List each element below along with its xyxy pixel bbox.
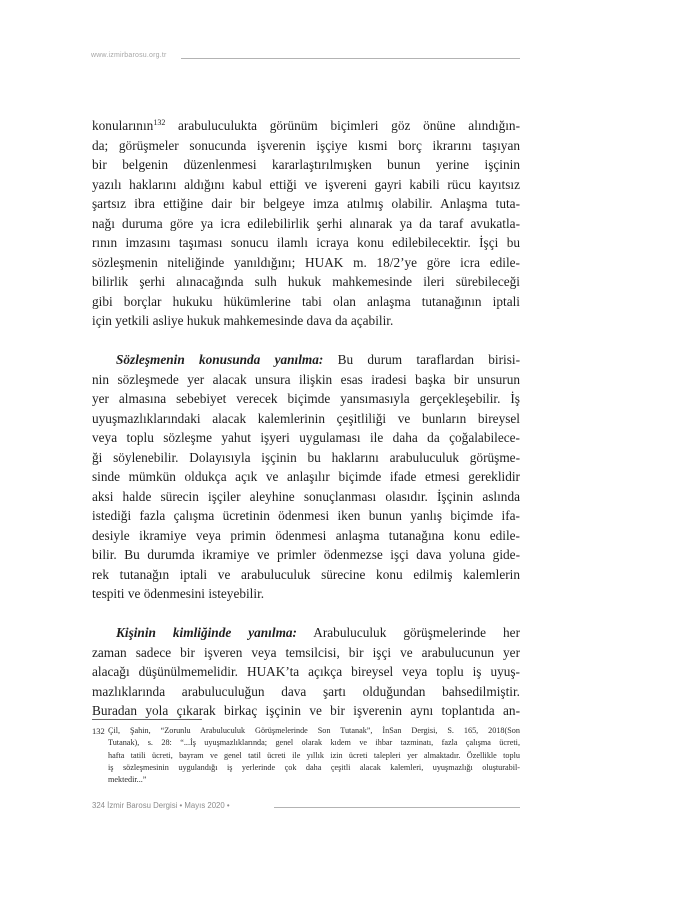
text-line: rek tutanağın iptali ve arabuluculuk sürecine konu edilmiş kalemlerin bbox=[92, 566, 520, 582]
paragraph-spacer bbox=[92, 331, 520, 351]
paragraph-1 bbox=[92, 116, 520, 331]
page-header bbox=[91, 52, 520, 66]
footnote-line: hafta tatili ücreti, bayram ve genel tatil ücreti ile yıllık izin ücreti talepleri yer almaktadır. Özellikle toplu bbox=[108, 750, 520, 760]
text-line: aksi halde sürecin işçiler aleyhine sonuçlanması olasıdır. İşçinin aslında bbox=[92, 488, 520, 504]
text-line: nin sözleşmede yer alacak unsura ilişkin esas iradesi başka bir unsurun bbox=[92, 371, 520, 387]
text-line: sözleşmenin niteliğinde yanıldığını; HUAK m. 18/2’ye göre icra edile- bbox=[92, 254, 520, 270]
line-text: arabuluculukta görünüm biçimleri göz önüne alındığın- bbox=[178, 118, 520, 133]
text-line bbox=[92, 350, 520, 370]
text-line: istediği fazla çalışma ücretinin ödenmesi iken bunun yanlış biçimde ifa- bbox=[92, 508, 520, 523]
text-line: bilir. Bu durumda ikramiye ve primler ödenmezse işçi dava yoluna gide- bbox=[92, 547, 520, 562]
footnote-number: 132 bbox=[92, 726, 105, 736]
line-text: Arabuluculuk görüşmelerinde her bbox=[297, 625, 520, 640]
footnote-ref[interactable]: 132 bbox=[153, 118, 166, 127]
text-line: yer almasına sebebiyet verecek biçimde yansımasıyla gerçekleşebilir. İş bbox=[92, 391, 520, 406]
text-line: Buradan yola çıkarak birkaç işçinin ve bir işverenin aynı toplantıda an- bbox=[92, 703, 520, 718]
header-divider bbox=[181, 58, 520, 59]
text-line: şartsız ibra ettiğine dair bir belgeye imza atılmış olabilir. Anlaşma tuta- bbox=[92, 196, 520, 211]
text-line: ği söylenebilir. Dolayısıyla işçinin bu haklarını arabuluculuk görüşme- bbox=[92, 449, 520, 465]
paragraph-2 bbox=[92, 350, 520, 604]
text-line: sinde mümkün oldukça açık ve anlaşılır biçimde ifade etmesi gereklidir bbox=[92, 469, 520, 484]
text-line: tespiti ve ödenmesini isteyebilir. bbox=[92, 586, 265, 601]
text-line: uyuşmazlıklarındaki alacak kalemlerinin çeşitliliği ve bunların bireysel bbox=[92, 410, 520, 426]
line-text: Bu durum taraflardan birisi- bbox=[323, 352, 520, 367]
text-line: veya toplu sözleşme yahut işyeri uygulaması ile daha da çoğalabilece- bbox=[92, 430, 520, 445]
text-line: alacağı düşünülmemelidir. HUAK’ta açıkça bireysel veya toplu iş uyuş- bbox=[92, 664, 520, 679]
text-line bbox=[92, 623, 520, 643]
footnote-line: mektedir...” bbox=[108, 775, 147, 785]
footnote-line: Çil, Şahin, “Zorunlu Arabuluculuk Görüşmelerinde Son Tutanak”, İnSan Dergisi, S. 165, 2018(Son bbox=[108, 726, 520, 735]
section-heading: Kişinin kimliğinde yanılma: bbox=[116, 625, 297, 640]
text-line: zaman sadece bir işveren veya temsilcisi, bir işçi ve arabulucunun yer bbox=[92, 644, 520, 660]
paragraph-spacer bbox=[92, 604, 520, 624]
text-line: bilirlik şerhi alınacağında sulh hukuk mahkemesinde ileri sürebileceği bbox=[92, 274, 520, 289]
footnote-line: Tutanak), s. 28: “...İş uyuşmazlıklarında; genel olarak kıdem ve ihbar tazminatı, fazla çalışma ücreti, bbox=[108, 738, 520, 748]
footnote-divider bbox=[92, 719, 202, 720]
section-heading: Sözleşmenin konusunda yanılma: bbox=[116, 352, 324, 367]
footnote bbox=[92, 725, 520, 786]
header-url[interactable]: www.izmirbarosu.org.tr bbox=[91, 52, 167, 59]
body-text bbox=[92, 116, 520, 721]
text-line: bir belgenin düzenlenmesi kararlaştırılmışken bunun yerine işçinin bbox=[92, 157, 520, 172]
text-line: da; görüşmeler sonucunda işverenin işçiye kısmi borç ikrarını taşıyan bbox=[92, 137, 520, 153]
footnote-line: iş sözleşmesinin uygulandığı iş yerlerinde çok daha çeşitli alacak kalemleri, uyuşmazlığı oluşturabil- bbox=[108, 762, 520, 772]
footnote-text bbox=[108, 725, 520, 786]
first-word: konularının bbox=[92, 118, 154, 133]
text-line: yazılı haklarını aldığını kabul ettiği ve işvereni gayri kabili rücu kayıtsız bbox=[92, 176, 520, 192]
text-line bbox=[92, 116, 520, 136]
text-line: için yetkili asliye hukuk mahkemesinde dava da açabilir. bbox=[92, 313, 394, 328]
text-line: rının imzasını taşıması sonucu ilamlı icraya konu edilebilecektir. İşçi bu bbox=[92, 235, 520, 250]
footer-divider bbox=[274, 807, 520, 808]
text-line: mazlıklarında arabuluculuğun dava şartı olduğundan bahsedilmiştir. bbox=[92, 683, 520, 699]
text-line: nağı duruma göre ya icra edilebilirlik şerhi alınarak ya da taraf avukatla- bbox=[92, 215, 520, 231]
footer-text: 324 İzmir Barosu Dergisi • Mayıs 2020 • bbox=[92, 801, 230, 810]
page-footer bbox=[92, 801, 520, 815]
text-line: desiyle ikramiye veya primin ödenmesi anlaşma tutanağına konu edile- bbox=[92, 527, 520, 543]
text-line: gibi borçlar hukuku hükümlerine tabi olan anlaşma tutanağının iptali bbox=[92, 293, 520, 309]
paragraph-3 bbox=[92, 623, 520, 721]
